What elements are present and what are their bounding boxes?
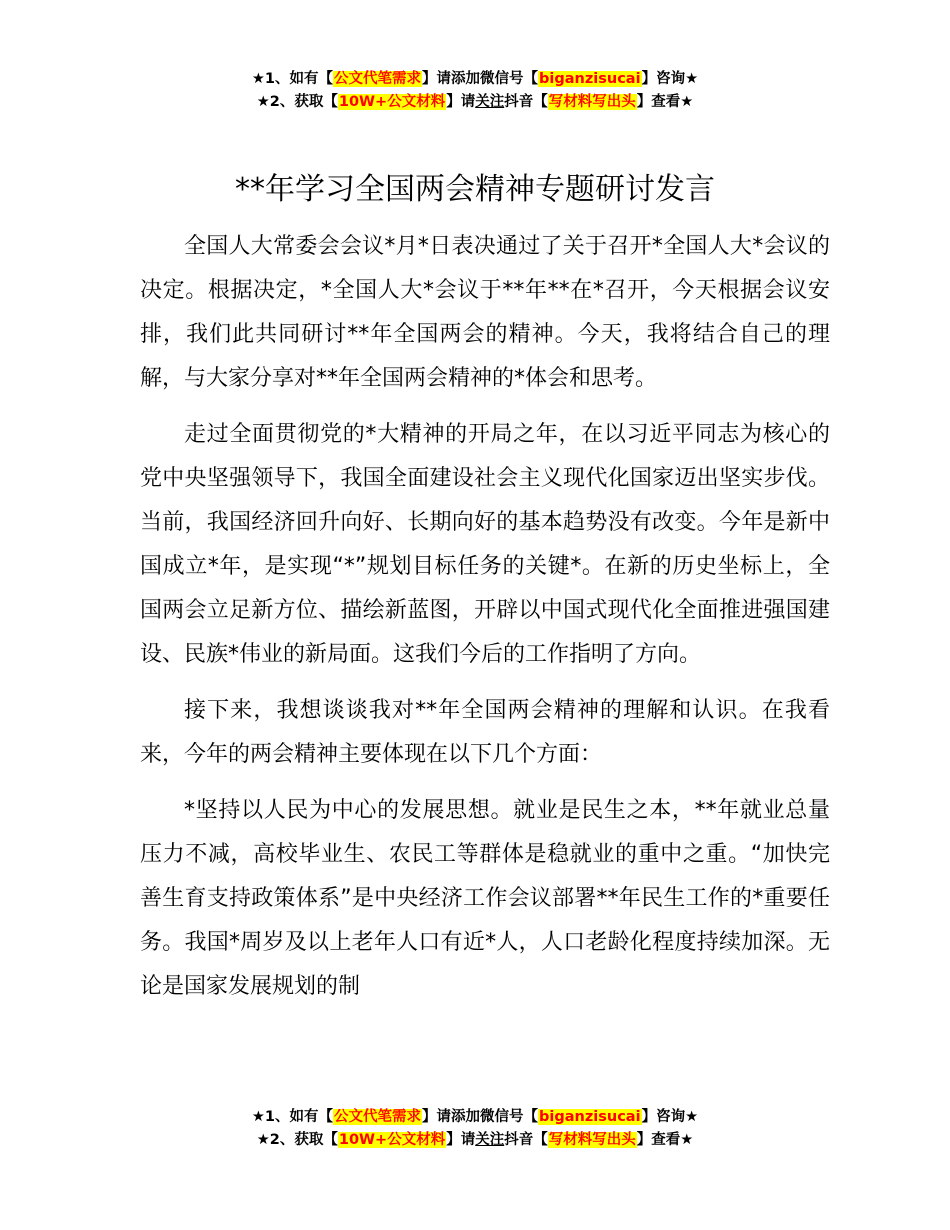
- paragraph: *坚持以人民为中心的发展思想。就业是民生之本，**年就业总量压力不减，高校毕业生、农民工等群体是稳就业的重中之重。“加快完善生育支持政策体系”是中央经济工作会议部署**年民生工作的*重要任务。我国*周岁及以上老年人口有近*人，人口老龄化程度持续加深。无论是国家发展规划的制: [140, 798, 830, 999]
- highlight-materials: 10W+公文材料: [338, 94, 446, 110]
- highlight-ghostwriting: 公文代笔需求: [334, 71, 422, 87]
- highlight-materials: 10W+公文材料: [338, 1132, 446, 1148]
- highlight-wechat-id: biganzisucai: [539, 1109, 641, 1125]
- highlight-douyin-account: 写材料写出头: [548, 94, 636, 110]
- highlight-ghostwriting: 公文代笔需求: [334, 1109, 422, 1125]
- promo-banner-bottom: [0, 1106, 950, 1152]
- highlight-douyin-account: 写材料写出头: [548, 1132, 636, 1148]
- paragraph: 全国人大常委会会议*月*日表决通过了关于召开*全国人大*会议的决定。根据决定，*全国人大*会议于**年**在*召开，今天根据会议安排，我们此共同研讨**年全国两会的精神。今天，我将结合自己的理解，与大家分享对**年全国两会精神的*体会和思考。: [140, 234, 830, 391]
- highlight-wechat-id: biganzisucai: [539, 71, 641, 87]
- promo-banner-top: [0, 68, 950, 114]
- paragraph: 接下来，我想谈谈我对**年全国两会精神的理解和认识。在我看来，今年的两会精神主要体现在以下几个方面：: [140, 698, 830, 767]
- underlined-follow: 关注: [475, 1132, 505, 1148]
- underlined-follow: 关注: [475, 94, 505, 110]
- document-title: **年学习全国两会精神专题研讨发言: [235, 172, 715, 207]
- document-body: [140, 225, 830, 1021]
- promo-line-2: ★2、获取【10W+公文材料】请关注抖音【写材料写出头】查看★: [256, 94, 694, 110]
- promo-line-2: ★2、获取【10W+公文材料】请关注抖音【写材料写出头】查看★: [256, 1132, 694, 1148]
- promo-line-1: ★1、如有【公文代笔需求】请添加微信号【biganzisucai】咨询★: [251, 71, 699, 87]
- promo-line-1: ★1、如有【公文代笔需求】请添加微信号【biganzisucai】咨询★: [251, 1109, 699, 1125]
- paragraph: 走过全面贯彻党的*大精神的开局之年，在以习近平同志为核心的党中央坚强领导下，我国全面建设社会主义现代化国家迈出坚实步伐。当前，我国经济回升向好、长期向好的基本趋势没有改变。今年是新中国成立*年，是实现“*”规划目标任务的关键*。在新的历史坐标上，全国两会立足新方位、描绘新蓝图，开辟以中国式现代化全面推进强国建设、民族*伟业的新局面。这我们今后的工作指明了方向。: [140, 422, 830, 667]
